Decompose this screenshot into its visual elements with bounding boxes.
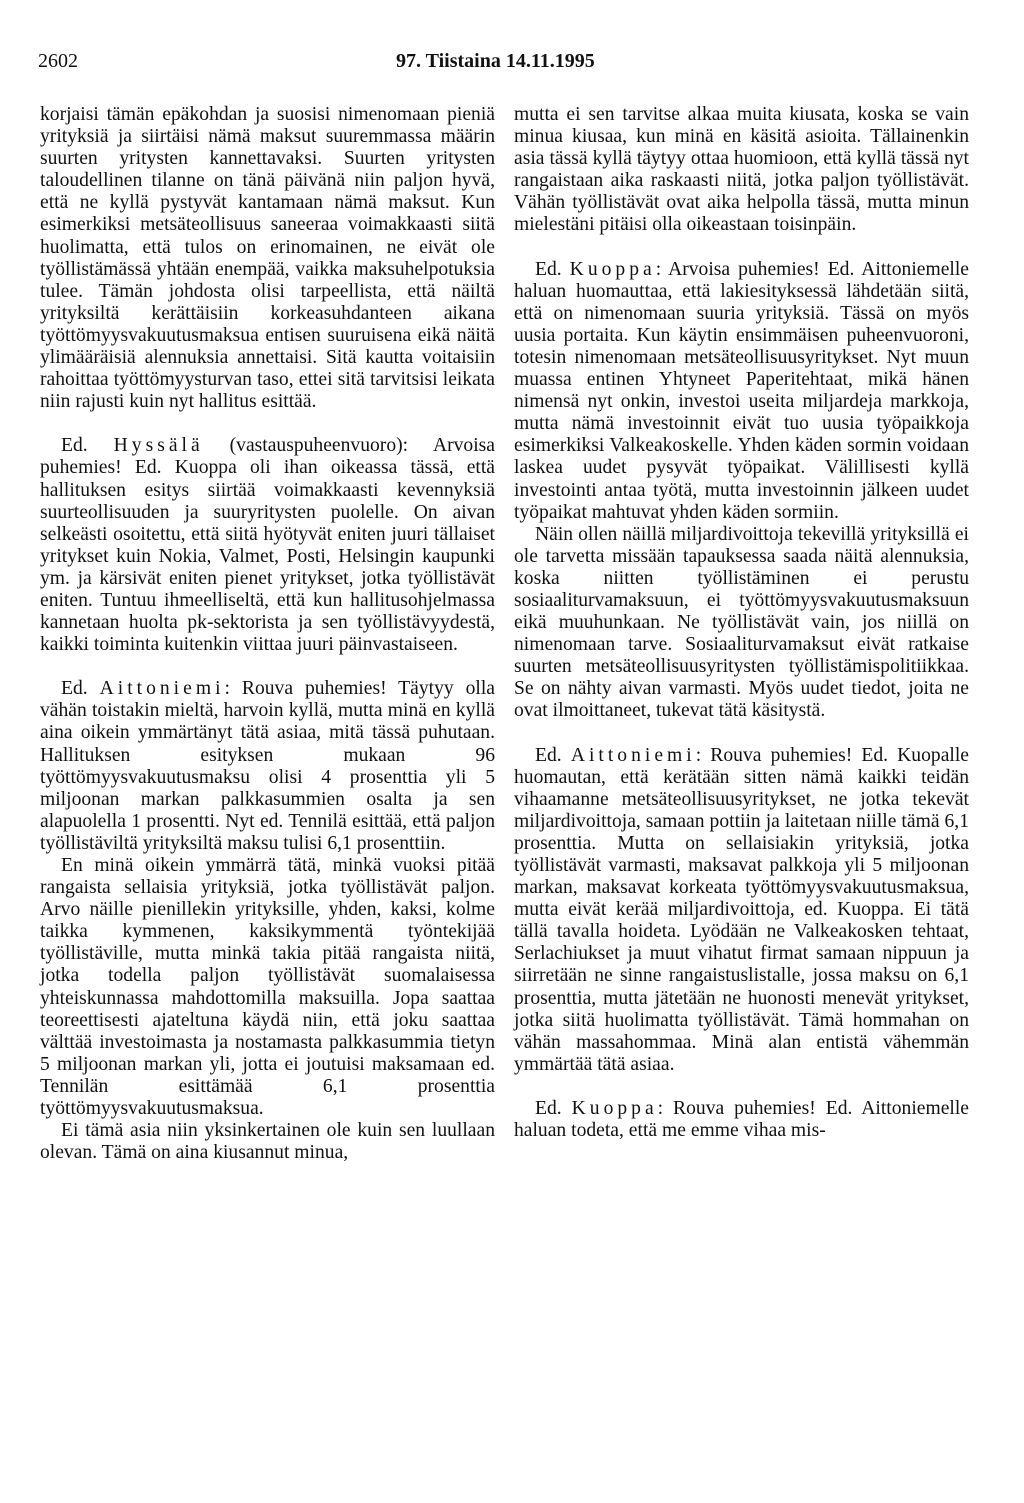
speech-text: : Arvoisa puhemies! Ed. Aittoniemelle haluan huomauttaa, että lakiesityksessä lähdetään siitä, että on nimenomaan suuria yrityksiä. Tässä on myös uusia portaita. Kun käytin ensimmäisen puheenvuoroni, totesin nimenomaan metsäteollisuusyritykset. Nyt muun muassa entinen Yhtyneet Paperitehtaat, mikä hänen nimensä nyt onkin, investoi useita miljardeja markkoja, mutta nämä investoinnit eivät tuo uusia työpaikkoja esimerkiksi Valkeakoskelle. Yhden käden sormin voidaan laskea uudet pysyvät työpaikat. Välillisesti kyllä investointi antaa työtä, mutta investoinnin jälkeen uudet työpaikat mahtuvat yhden käden sormiin.	[514, 258, 969, 523]
speech-paragraph	[514, 745, 969, 1076]
speech-text: (vastauspuheenvuoro): Arvoisa puhemies! Ed. Kuoppa oli ihan oikeassa tässä, että hallituksen esitys siirtää voimakkaasti kevennyksiä suurteollisuuden ja suuryritysten puolelle. On aivan selkeästi osoitettu, että siitä hyötyvät eniten juuri tällaiset yritykset kuin Nokia, Valmet, Posti, Helsingin kaupunki ym. ja kärsivät eniten pienet yritykset, jotka työllistävät eniten. Tuntuu ihmeelliseltä, että kun hallitusohjelmassa kannetaan huolta pk-sektorista ja sen työllistävyydestä, kaikki toiminta kuitenkin viittaa juuri päinvastaiseen.	[40, 435, 495, 656]
paragraph: Näin ollen näillä miljardivoittoja tekevillä yrityksillä ei ole tarvetta missään tapauksessa saada näitä alennuksia, koska niitten työllistäminen ei perustu sosiaaliturvamaksuun, ei työttömyysvakuutusmaksuun eikä muuhunkaan. Ne työllistävät vain, jos niillä on nimenomaan tarve. Sosiaaliturvamaksut eivät ratkaise suurten metsäteollisuusyritysten työllistämispolitiikkaa. Se on nähty aivan varmasti. Myös uudet tiedot, joita ne ovat ilmoittaneet, tukevat tätä käsitystä.	[514, 523, 969, 722]
speech-paragraph	[514, 259, 969, 524]
speaker-name: Aittoniemi	[570, 744, 696, 766]
right-column	[514, 104, 969, 1142]
session-title: 97. Tiistaina 14.11.1995	[396, 50, 595, 72]
speech-paragraph	[40, 435, 495, 656]
paragraph: mutta ei sen tarvitse alkaa muita kiusata, koska se vain minua kiusaa, kun minä en käsitä asioita. Tällainenkin asia tässä kyllä täytyy ottaa huomioon, että kyllä tässä nyt rangaistaan aika raskaasti niitä, jotka paljon työllistävät. Vähän työllistävät ovat aika helpolla tässä, mutta minun mielestäni pitäisi olla oikeastaan toisinpäin.	[514, 104, 969, 236]
speaker-prefix: Ed.	[61, 678, 88, 700]
speaker-prefix: Ed.	[61, 435, 88, 457]
speech-paragraph	[40, 678, 495, 855]
speaker-name: Kuoppa	[569, 258, 656, 280]
page-number: 2602	[38, 50, 78, 72]
speaker-name: Kuoppa	[571, 1097, 658, 1119]
left-column	[40, 104, 495, 1164]
speaker-name: Hyssälä	[113, 435, 204, 457]
speaker-prefix: Ed.	[535, 1097, 562, 1119]
speaker-prefix: Ed.	[535, 744, 562, 766]
speech-text: : Rouva puhemies! Ed. Aittoniemelle haluan todeta, että me emme vihaa mis-	[514, 1097, 969, 1142]
speech-text: : Rouva puhemies! Ed. Kuopalle huomautan, että kerätään sitten nämä kaikki teidän vihaamanne metsäteollisuusyritykset, ne jotka tekevät miljardivoittoja, samaan pottiin ja laitetaan niille tämä 6,1 prosenttia. Mutta on sellaisiakin yrityksiä, jotka työllistävät varmasti, maksavat palkkoja yli 5 miljoonan markan, maksavat korkeata työttömyysvakuutusmaksua, mutta eivät kerää miljardivoittoja, ed. Kuoppa. Ei tätä tällä tavalla hoideta. Lyödään ne Valkeakosken tehtaat, Serlachiukset ja muut vihatut firmat samaan nippuun ja siirretään ne sinne rangaistuslistalle, jossa maksu on 6,1 prosenttia, mutta jätetään ne huonosti menevät yritykset, jotka siitä huolimatta työllistävät. Tämä hommahan on vähän massahommaa. Minä alan entistä vähemmän ymmärtää tätä asiaa.	[514, 744, 969, 1075]
paragraph: korjaisi tämän epäkohdan ja suosisi nimenomaan pieniä yrityksiä ja siirtäisi nämä maksut suuremmassa määrin suurten yritysten kannettavaksi. Suurten yritysten taloudellinen tilanne on tänä päivänä niin paljon hyvä, että ne kyllä pystyvät kantamaan nämä maksut. Kun esimerkiksi metsäteollisuus saneeraa voimakkaasti siitä huolimatta, että tulos on erinomainen, ne eivät ole työllistämässä yhtään enempää, vaikka maksuhelpotuksia tulee. Tämän johdosta olisi tarpeellista, että näiltä yrityksiltä kerättäisiin korkeasuhdanteen aikana työttömyysvakuutusmaksua entisen suuruisena eikä näitä ylimääräisiä alennuksia annettaisi. Sitä kautta voitaisiin rahoittaa työttömyysturvan taso, ettei sitä tarvitsisi leikata niin rajusti kuin nyt hallitus esittää.	[40, 104, 495, 413]
paragraph: En minä oikein ymmärrä tätä, minkä vuoksi pitää rangaista sellaisia yrityksiä, jotka työllistävät paljon. Arvo näille pienillekin yrityksille, yhden, kaksi, kolme taikka kymmenen, kaksikymmentä työntekijää työllistäville, mutta minkä takia pitää rangaista niitä, jotka todella paljon työllistävät suomalaisessa yhteiskunnassa mahdottomilla maksuilla. Jopa saattaa teoreettisesti ajateltuna käydä niin, että joku saattaa välttää investoimasta ja nostamasta palkkasummia tietyn 5 miljoonan markan yli, jotta ei joutuisi maksamaan ed. Tennilän esittämää 6,1 prosenttia työttömyysvakuutusmaksua.	[40, 855, 495, 1120]
page-header	[38, 50, 988, 80]
speech-text: : Rouva puhemies! Täytyy olla vähän toistakin mieltä, harvoin kyllä, mutta minä en kyllä aina oikein ymmärtänyt tätä asiaa, mitä tässä puhutaan. Hallituksen esityksen mukaan 96 työttömyysvakuutusmaksu olisi 4 prosenttia yli 5 miljoonan markan palkkasummien osalta ja sen alapuolella 1 prosentti. Nyt ed. Tennilä esittää, että paljon työllistäviltä yrityksiltä maksu tulisi 6,1 prosenttiin.	[40, 678, 495, 854]
speech-paragraph	[514, 1098, 969, 1142]
speaker-name: Aittoniemi	[99, 678, 225, 700]
paragraph: Ei tämä asia niin yksinkertainen ole kuin sen luullaan olevan. Tämä on aina kiusannut minua,	[40, 1120, 495, 1164]
speaker-prefix: Ed.	[535, 258, 562, 280]
